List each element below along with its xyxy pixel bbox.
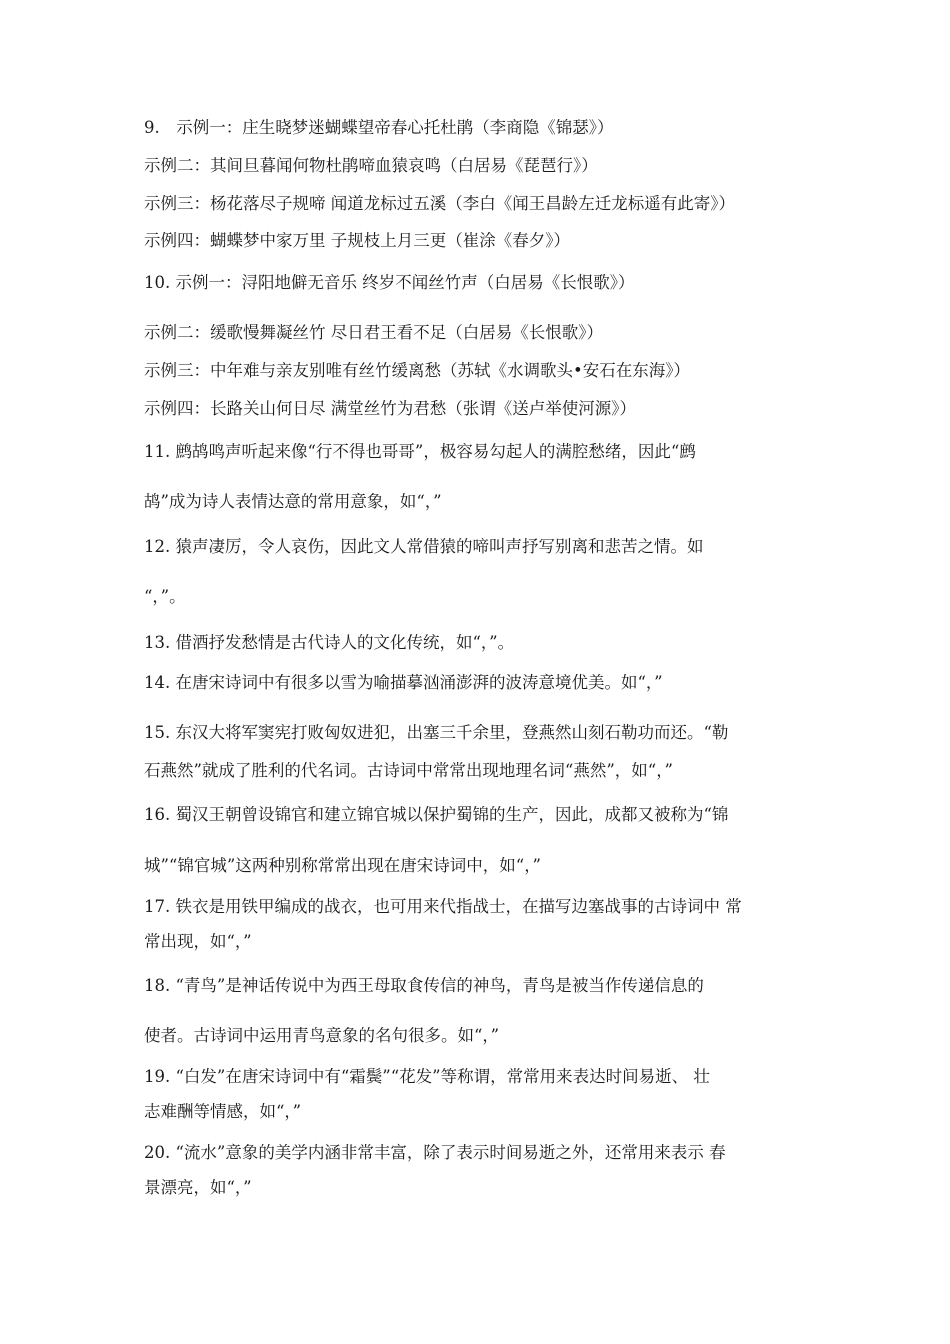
text-line: 9. 示例一：庄生晓梦迷蝴蝶望帝春心托杜鹃（李商隐《锦瑟》） bbox=[144, 118, 614, 137]
text-line: 10. 示例一：浔阳地僻无音乐 终岁不闻丝竹声（白居易《长恨歌》） bbox=[144, 273, 635, 292]
text-line: 城”“锦官城”这两种别称常常出现在唐宋诗词中，如“，” bbox=[144, 856, 541, 875]
text-line: 11. 鹧鸪鸣声听起来像“行不得也哥哥”，极容易勾起人的满腔愁绪，因此“鹧 bbox=[144, 442, 696, 461]
text-line: “，”。 bbox=[144, 587, 186, 606]
text-line: 20. “流水”意象的美学内涵非常丰富，除了表示时间易逝之外，还常用来表示 春 bbox=[144, 1143, 726, 1162]
text-line: 示例三：中年难与亲友别唯有丝竹缓离愁（苏轼《水调歌头•安石在东海》） bbox=[144, 361, 690, 380]
text-line: 常出现，如“，” bbox=[144, 932, 252, 951]
text-line: 志难酬等情感，如“，” bbox=[144, 1102, 302, 1121]
text-line: 示例三：杨花落尽子规啼 闻道龙标过五溪（李白《闻王昌龄左迁龙标遥有此寄》） bbox=[144, 194, 735, 213]
text-line: 景漂亮，如“，” bbox=[144, 1178, 252, 1197]
text-line: 12. 猿声凄厉，令人哀伤，因此文人常借猿的啼叫声抒写别离和悲苦之情。如 bbox=[144, 537, 704, 556]
text-line: 示例四：蝴蝶梦中家万里 子规枝上月三更（崔涂《春夕》） bbox=[144, 231, 570, 250]
text-line: 17. 铁衣是用铁甲编成的战衣，也可用来代指战士，在描写边塞战事的古诗词中 常 bbox=[144, 897, 742, 916]
text-line: 19. “白发”在唐宋诗词中有“霜鬓”“花发”等称谓，常常用来表达时间易逝、 壮 bbox=[144, 1067, 710, 1086]
text-line: 14. 在唐宋诗词中有很多以雪为喻描摹汹涌澎湃的波涛意境优美。如“，” bbox=[144, 673, 663, 692]
text-line: 18. “青鸟”是神话传说中为西王母取食传信的神鸟，青鸟是被当作传递信息的 bbox=[144, 976, 704, 995]
text-line: 鸪”成为诗人表情达意的常用意象，如“，” bbox=[144, 492, 442, 511]
text-line: 13. 借酒抒发愁情是古代诗人的文化传统，如“，”。 bbox=[144, 633, 515, 652]
text-line: 示例二：其间旦暮闻何物杜鹃啼血猿哀鸣（白居易《琵琶行》） bbox=[144, 156, 598, 175]
text-line: 示例四：长路关山何日尽 满堂丝竹为君愁（张谓《送卢举使河源》） bbox=[144, 399, 636, 418]
text-line: 使者。古诗词中运用青鸟意象的名句很多。如“，” bbox=[144, 1026, 500, 1045]
text-line: 15. 东汉大将军窦宪打败匈奴进犯，出塞三千余里，登燕然山刻石勒功而还。“勒 bbox=[144, 723, 729, 742]
text-line: 16. 蜀汉王朝曾设锦官和建立锦官城以保护蜀锦的生产，因此，成都又被称为“锦 bbox=[144, 805, 729, 824]
text-line: 石燕然”就成了胜利的代名词。古诗词中常常出现地理名词“燕然”，如“，” bbox=[144, 761, 673, 780]
text-line: 示例二：缓歌慢舞凝丝竹 尽日君王看不足（白居易《长恨歌》） bbox=[144, 323, 603, 342]
